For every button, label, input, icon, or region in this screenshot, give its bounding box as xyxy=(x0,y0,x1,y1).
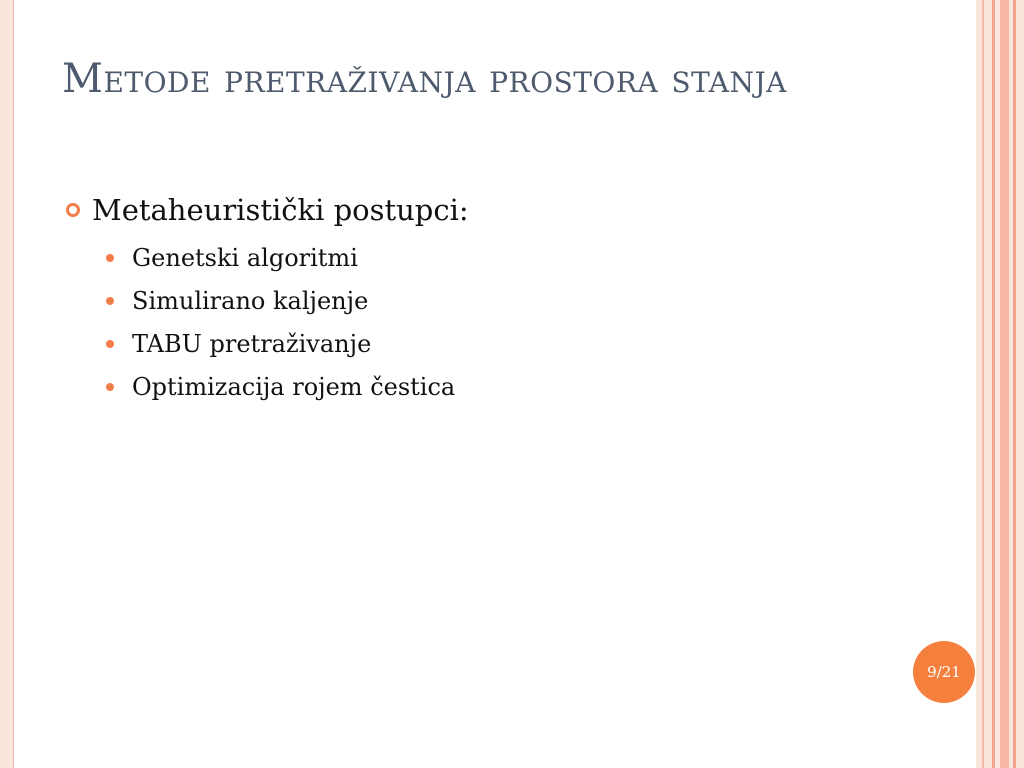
list-item xyxy=(106,322,924,365)
page-number-badge xyxy=(913,641,975,703)
bullet-text: Metaheuristički postupci: xyxy=(92,193,469,227)
dot-bullet-icon xyxy=(106,383,114,391)
ring-bullet-icon xyxy=(66,203,80,217)
left-border xyxy=(0,0,13,768)
sub-bullet-list xyxy=(64,236,924,408)
slide-title: Metode pretraživanja prostora stanja xyxy=(62,56,787,102)
decorative-band xyxy=(1016,0,1024,768)
slide-content xyxy=(64,188,924,408)
list-item-text: Optimizacija rojem čestica xyxy=(132,372,456,401)
dot-bullet-icon xyxy=(106,297,114,305)
list-item-text: TABU pretraživanje xyxy=(132,329,372,358)
list-item xyxy=(106,365,924,408)
dot-bullet-icon xyxy=(106,340,114,348)
bullet-item xyxy=(64,188,924,232)
decorative-band xyxy=(984,0,992,768)
list-item-text: Simulirano kaljenje xyxy=(132,286,369,315)
list-item xyxy=(106,279,924,322)
list-item-text: Genetski algoritmi xyxy=(132,243,358,272)
dot-bullet-icon xyxy=(106,254,114,262)
decorative-band xyxy=(1000,0,1009,768)
list-item xyxy=(106,236,924,279)
page-number: 9/21 xyxy=(927,663,961,681)
